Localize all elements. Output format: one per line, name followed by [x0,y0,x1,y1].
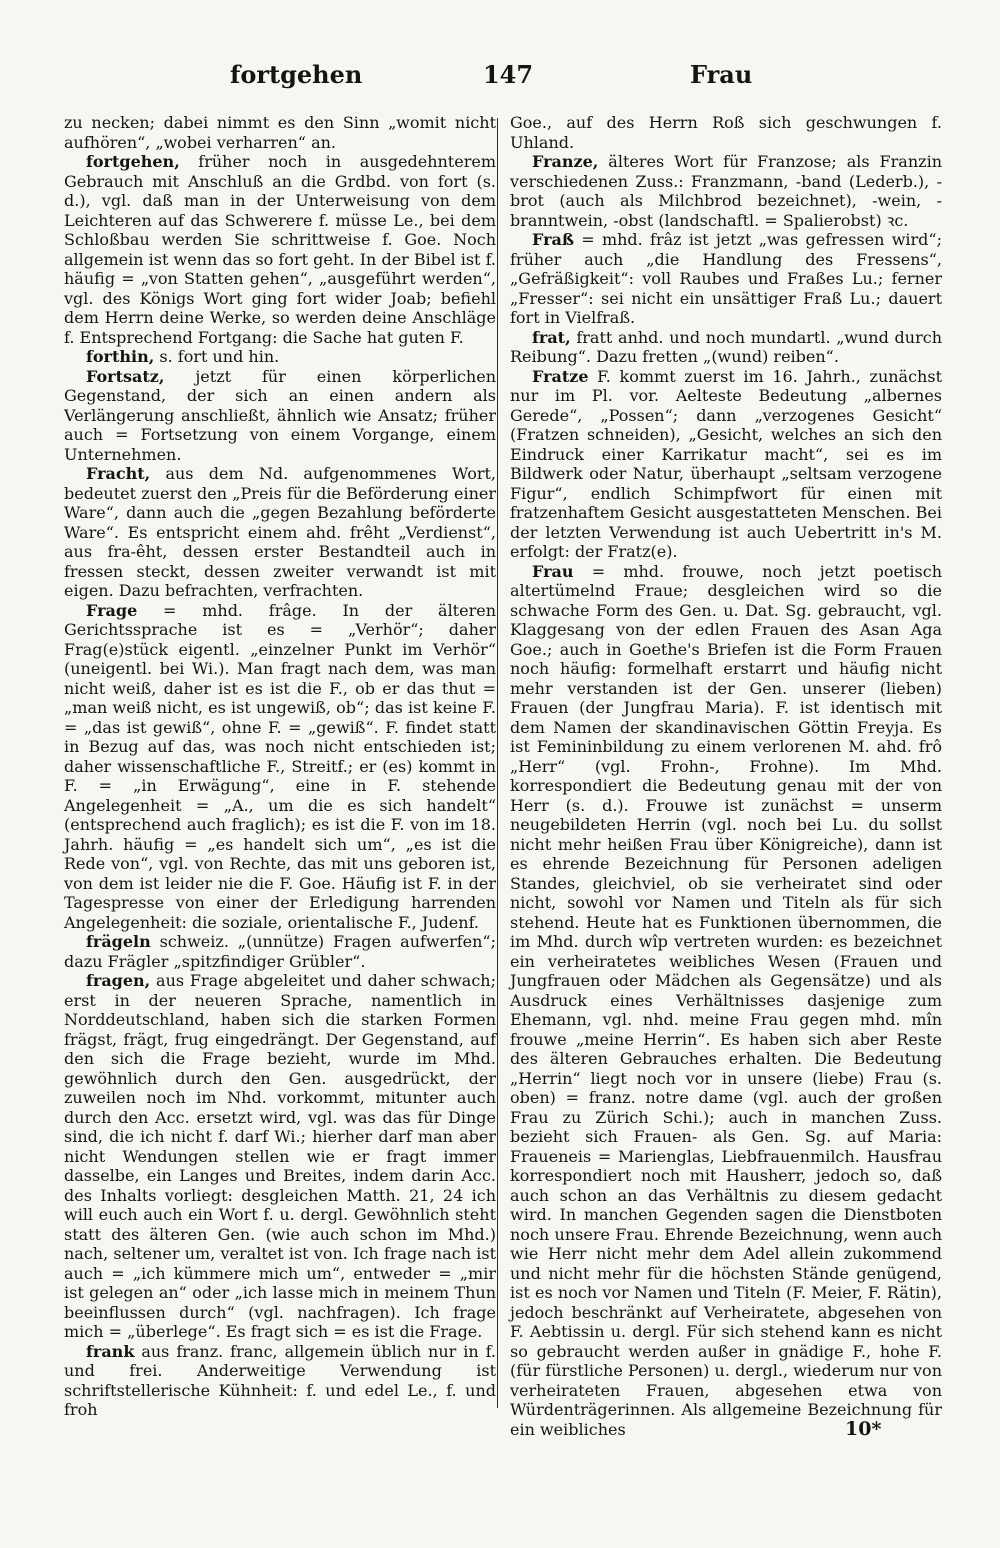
dictionary-entry [510,562,942,1440]
entry-headword: Fracht, [86,464,151,483]
dictionary-entry [510,113,942,152]
entry-headword: Fratze [532,366,589,386]
entry-text: Goe., auf des Herrn Roß sich geschwungen f. Uhland. [510,113,942,152]
entry-headword: fragen, [86,971,151,990]
entry-headword: Franze, [532,152,599,171]
dictionary-entry [510,367,942,562]
entry-text: = mhd. frouwe, noch jetzt poetisch altertümelnd Fraue; desgleichen wird so die schwache Form des Gen. u. Dat. Sg. gebraucht, vgl. Klaggesang von der edlen Frauen des Asan Aga Goe.; auch in Goethe's Briefen ist die Form Frauen noch häufig: formelhaft erstarrt und häufig nicht mehr verstanden ist der Gen. unserer (lieben) Frauen (der Jungfrau Maria). F. ist identisch mit dem Namen der skandinavischen Göttin Freyja. Es ist Femininbildung zu einem verlorenen M. ahd. frô „Herr“ (vgl. Frohn-, Frohne). Im Mhd. korrespondiert die Bedeutung genau mit der von Herr (s. d.). Frouwe ist zunächst = unserm neugebildeten Herrin (vgl. noch bei Lu. du sollst nicht mehr heißen Frau über Königreiche), dann ist es ehrende Bezeichnung für Personen adeligen Standes, gleichviel, ob sie verheiratet sind oder nicht, sowohl vor Namen und Titeln als für sich stehend. Heute hat es Funktionen übernommen, die im Mhd. durch wîp vertreten wurden: es bezeichnet ein verheiratetes weibliches Wesen (Frauen und Jungfrauen oder Mädchen als Gegensätze) und als Ausdruck eines Verhältnisses dasjenige zum Ehemann, vgl. nhd. meine Frau gegen mhd. mîn frouwe „meine Herrin“. Es haben sich aber Reste des älteren Gebrauches erhalten. Die Bedeutung „Herrin“ liegt noch vor in unsere (liebe) Frau (s. oben) = franz. notre dame (vgl. auch der großen Frau zu Zürich Schi.); auch in manchen Zuss. bezieht sich Frauen- als Gen. Sg. auf Maria: Fraueneis = Marienglas, Liebfrauenmilch. Hausfrau korrespondiert noch mit Hausherr, jedoch so, daß auch schon an das Verhältnis zu diesem gedacht wird. In manchen Gegenden sagen die Dienstboten noch unsere Frau. Ehrende Bezeichnung, wenn auch wie Herr nicht mehr dem Adel allein zukommend und nicht mehr für die höchsten Stände genügend, ist es noch vor Namen und Titeln (F. Meier, F. Rätin), jedoch beschränkt auf Verheiratete, abgesehen von F. Aebtissin u. dergl. Für sich stehend kann es nicht so gebraucht werden außer in gnädige F., hohe F. (für fürstliche Personen) u. dergl., wiederum nur von verheirateten Frauen, abgesehen etwa von Würdenträgerinnen. Als allgemeine Bezeichnung für ein weibliches [510,561,942,1439]
header-left-catchword: fortgehen [230,60,363,89]
entry-headword: frank [86,1341,135,1361]
entry-text: schweiz. „(unnütze) Fragen aufwerfen“; dazu Frägler „spitzfindiger Grübler“. [64,932,496,971]
dictionary-entry [64,367,496,465]
column-divider [497,118,498,1408]
entry-text: = mhd. frâz ist jetzt „was gefressen wird“; früher auch „die Handlung des Fressens“, „Gefräßigkeit“: voll Raubes und Fraßes Lu.; ferner „Fresser“: sei nicht ein unsättiger Fraß Lu.; dauert fort in Vielfraß. [510,230,942,327]
entry-headword: forthin, [86,347,155,366]
signature-mark: 10* [845,1418,882,1440]
dictionary-entry [64,347,496,367]
dictionary-entry [510,230,942,328]
entry-headword: frägeln [86,932,151,951]
entry-text: früher noch in ausgedehnterem Gebrauch mit Anschluß an die Grdbd. von fort (s. d.), vgl. daß man in der Unterweisung von dem Leichteren auf das Schwerere f. müsse Le., bei dem Schloßbau werden Sie schrittweise f. Goe. Noch allgemein ist wenn das so fort geht. In der Bibel ist f. häufig = „von Statten gehen“, „ausgeführt werden“, vgl. des Königs Wort ging fort wider Joab; befiehl dem Herrn deine Werke, so werden deine Anschläge f. Entsprechend Fortgang: die Sache hat guten F. [64,152,496,347]
dictionary-entry [64,971,496,1342]
left-column [64,113,496,1419]
entry-text: fratt anhd. und noch mundartl. „wund durch Reibung“. Dazu fretten „(wund) reiben“. [510,327,942,366]
entry-text: s. fort und hin. [154,347,280,366]
entry-headword: Fortsatz, [86,366,165,386]
entry-headword: fortgehen, [86,152,180,171]
entry-headword: Fraß [532,230,575,249]
entry-text: aus dem Nd. aufgenommenes Wort, bedeutet zuerst den „Preis für die Beförderung einer Ware“, dann auch die „gegen Bezahlung beförderte Ware“. Es entspricht einem ahd. frêht „Verdienst“, aus fra-êht, dessen erster Bestandteil auch in fressen steckt, dessen zweiter verwandt ist mit eigen. Dazu befrachten, verfrachten. [64,464,496,600]
dictionary-entry [510,328,942,367]
entry-headword: Frau [532,561,574,581]
dictionary-entry [64,1342,496,1420]
dictionary-entry [64,601,496,933]
entry-text: = mhd. frâge. In der älteren Gerichtssprache ist es = „Verhör“; daher Frag(e)stück eigentl. „einzelner Punkt im Verhör“ (uneigentl. bei Wi.). Man fragt nach dem, was man nicht weiß, daher ist es ist die F., ob er das thut = „man weiß nicht, es ist ungewiß, ob“; das ist keine F. = „das ist gewiß“, ohne F. = „gewiß“. F. findet statt in Bezug auf das, was noch nicht entschieden ist; daher wissenschaftliche F., Streitf.; er (es) kommt in F. = „in Erwägung“, eine in F. stehende Angelegenheit = „A., um die es sich handelt“ (entsprechend auch fraglich); es ist die F. von im 18. Jahrh. häufig = „es handelt sich um“, „es ist die Rede von“, vgl. von Rechte, das mit uns geboren ist, von dem ist leider nie die F. Goe. Häufig ist F. in der Tagespresse von einer der Erledigung harrenden Angelegenheit: die soziale, orientalische F., Judenf. [64,600,496,932]
entry-text: aus franz. franc, allgemein üblich nur in f. und frei. Anderweitige Verwendung ist schriftstellerische Kühnheit: f. und edel Le., f. und froh [64,1341,496,1419]
dictionary-entry [64,152,496,347]
entry-text: aus Frage abgeleitet und daher schwach; erst in der neueren Sprache, namentlich in Norddeutschland, haben sich die starken Formen frägst, frägt, frug eingedrängt. Der Gegenstand, auf den sich die Frage bezieht, wurde im Mhd. gewöhnlich durch den Gen. ausgedrückt, der zuweilen noch im Nhd. vorkommt, mitunter auch durch den Acc. ersetzt wird, vgl. was das für Dinge sind, die ich nicht f. darf Wi.; hierher darf man aber nicht Wendungen stellen wie er fragt immer dasselbe, ein Langes und Breites, indem darin Acc. des Inhalts vorliegt: desgleichen Matth. 21, 24 ich will euch auch ein Wort f. u. dergl. Gewöhnlich steht statt des älteren Gen. (wie auch schon im Mhd.) nach, seltener um, veraltet ist von. Ich frage nach ist auch = „ich kümmere mich um“, entweder = „mir ist gelegen an“ oder „ich lasse mich in meinem Thun beeinflussen durch“ (vgl. nachfragen). Ich frage mich = „überlege“. Es fragt sich = es ist die Frage. [64,971,496,1341]
running-header [60,60,940,100]
dictionary-entry [510,152,942,230]
entry-text: älteres Wort für Franzose; als Franzin verschiedenen Zuss.: Franzmann, -band (Lederb.), -brot (auch als Milchbrod bezeichnet), -wein, -branntwein, -obst (landschaftl. = Spalierobst) ꝛc. [510,152,942,230]
page-number: 147 [482,60,534,89]
header-right-catchword: Frau [690,60,753,89]
entry-headword: frat, [532,327,571,347]
entry-text: jetzt für einen körperlichen Gegenstand, der sich an einen andern als Verlängerung anschließt, ähnlich wie Ansatz; früher auch = Fortsetzung von einem Vorgange, einem Unternehmen. [64,366,496,464]
dictionary-entry [64,932,496,971]
entry-headword: Frage [86,600,138,620]
dictionary-entry [64,464,496,601]
dictionary-entry [64,113,496,152]
entry-text: F. kommt zuerst im 16. Jahrh., zunächst nur im Pl. vor. Aelteste Bedeutung „albernes Gerede“, „Possen“; dann „verzogenes Gesicht“ (Fratzen schneiden), „Gesicht, welches an sich den Eindruck einer Karrikatur macht“, sei es im Bildwerk oder Natur, überhaupt „seltsam verzogene Figur“, endlich Schimpfwort für einen mit fratzenhaftem Gesicht ausgestatteten Menschen. Bei der letzten Verwendung ist auch Uebertritt in's M. erfolgt: der Fratz(e). [510,366,942,561]
entry-text: zu necken; dabei nimmt es den Sinn „womit nicht aufhören“, „wobei verharren“ an. [64,113,496,152]
